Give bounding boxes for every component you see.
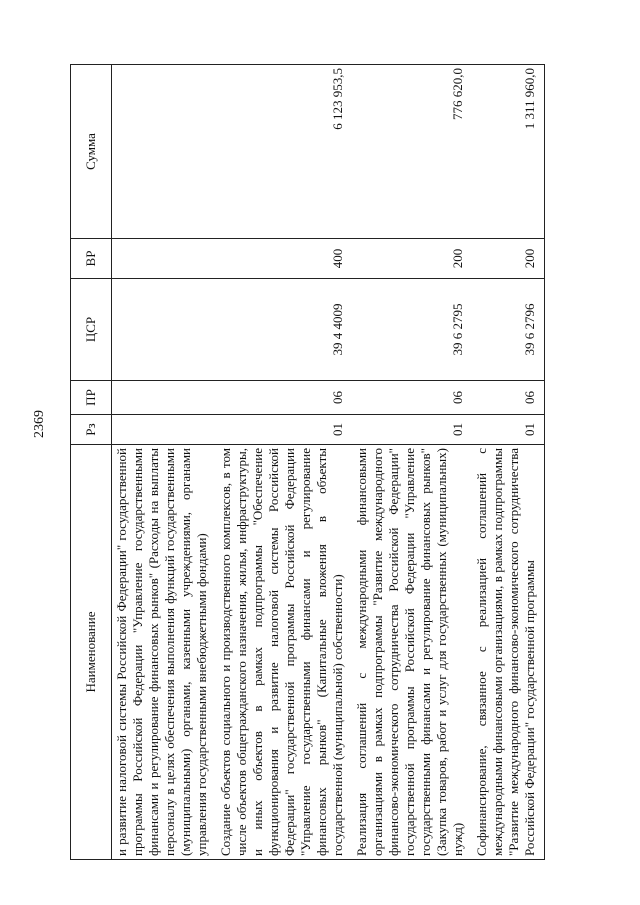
row-pr: 06	[472, 381, 545, 415]
table-row	[352, 65, 472, 860]
row-pr: 06	[352, 381, 472, 415]
row-rz: 01	[352, 415, 472, 445]
table-header-row	[71, 65, 112, 860]
row-vr: 400	[216, 239, 352, 279]
header-csr: ЦСР	[71, 279, 112, 381]
row-pr: 06	[216, 381, 352, 415]
row-sum: 776 620,0	[352, 65, 472, 239]
row-rz: 01	[216, 415, 352, 445]
row-vr: 200	[472, 239, 545, 279]
row-name: и развитие налоговой системы Российской Федерации" государственной программы Российской Федерации "Управление государственными финансами и регулирование финансовых рынков" (Расходы на выплаты персоналу в целях обеспечения выполнения функций государственными (муниципальными) органами, казенными учреждениями, органами управления государственными внебюджетными фондами)	[112, 445, 217, 860]
table-row	[216, 65, 352, 860]
header-name: Наименование	[71, 445, 112, 860]
header-sum: Сумма	[71, 65, 112, 239]
row-vr	[112, 239, 217, 279]
row-name: Реализация соглашений с международными финансовыми организациями в рамках подпрограммы "Развитие международного финансово-экономического сотрудничества Российской Федерации" государственной программы Российской Федерации "Управление государственными финансами и регулирование финансовых рынков" (Закупка товаров, работ и услуг для государственных (муниципальных) нужд)	[352, 445, 472, 860]
row-sum: 6 123 953,5	[216, 65, 352, 239]
row-csr: 39 4 4009	[216, 279, 352, 381]
budget-table	[70, 64, 545, 860]
page-number: 2369	[32, 410, 47, 438]
row-vr: 200	[352, 239, 472, 279]
header-rz: Рз	[71, 415, 112, 445]
table-row	[472, 65, 545, 860]
row-csr: 39 6 2796	[472, 279, 545, 381]
row-csr: 39 6 2795	[352, 279, 472, 381]
row-name: Софинансирование, связанное с реализацией соглашений с международными финансовыми организациями, в рамках подпрограммы "Развитие международного финансово-экономического сотрудничества Российской Федерации" государственной программы	[472, 445, 545, 860]
row-pr	[112, 381, 217, 415]
table-row	[112, 65, 217, 860]
row-name: Создание объектов социального и производственного комплексов, в том числе объектов общегражданского назначения, жилья, инфраструктуры, и иных объектов в рамках подпрограммы "Обеспечение функционирования и развитие налоговой системы Российской Федерации" государственной программы Российской Федерации "Управление государственными финансами и регулирование финансовых рынков" (Капитальные вложения в объекты государственной (муниципальной) собственности)	[216, 445, 352, 860]
row-rz	[112, 415, 217, 445]
header-vr: ВР	[71, 239, 112, 279]
row-sum	[112, 65, 217, 239]
row-csr	[112, 279, 217, 381]
row-sum: 1 311 960,0	[472, 65, 545, 239]
header-pr: ПР	[71, 381, 112, 415]
row-rz: 01	[472, 415, 545, 445]
